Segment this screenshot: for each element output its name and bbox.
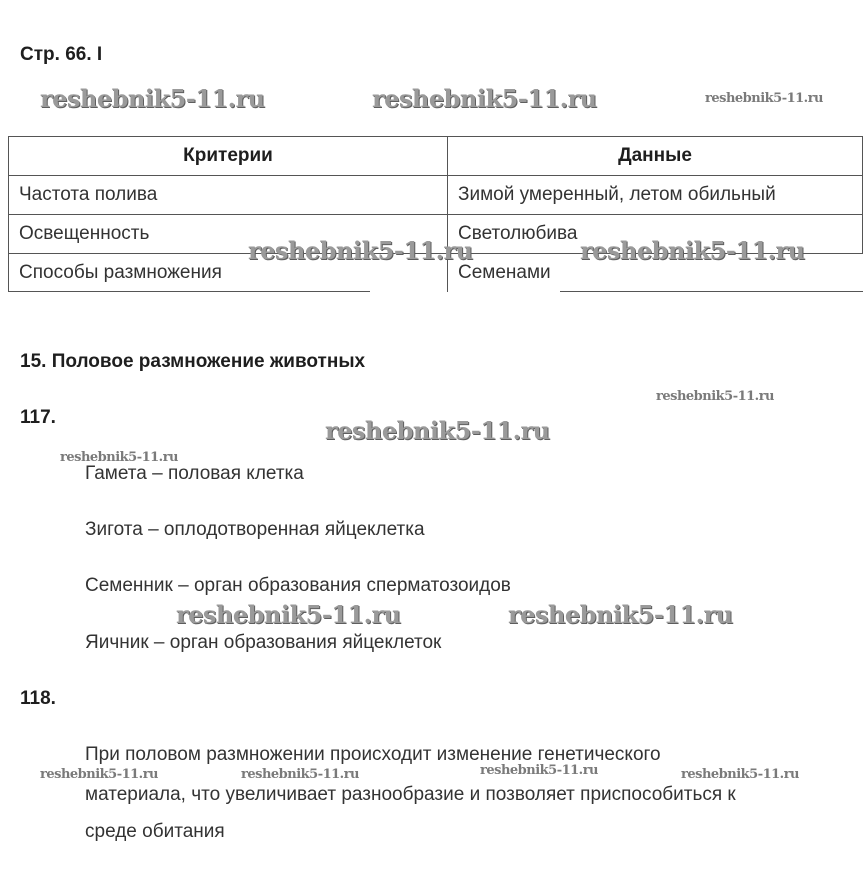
- table-cell: Способы размножения: [9, 254, 448, 293]
- watermark: reshebnik5-11.ru: [40, 84, 265, 113]
- table-bottom-border-right: [560, 291, 863, 292]
- watermark: reshebnik5-11.ru: [656, 389, 775, 404]
- answer-line: материала, что увеличивает разнообразие и позволяет приспособиться к: [85, 784, 736, 805]
- table-cell: Частота полива: [9, 176, 448, 215]
- watermark: reshebnik5-11.ru: [480, 763, 599, 778]
- watermark: reshebnik5-11.ru: [705, 91, 824, 106]
- watermark: reshebnik5-11.ru: [681, 767, 800, 782]
- task-118-number: 118.: [20, 688, 56, 709]
- table-header-data: Данные: [448, 137, 863, 176]
- definition-line: Семенник – орган образования сперматозоидов: [85, 575, 511, 596]
- table-cell: Семенами: [448, 254, 863, 293]
- table-header-row: [9, 137, 863, 176]
- answer-line: При половом размножении происходит изменение генетического: [85, 744, 661, 765]
- table-cell: Светолюбива: [448, 215, 863, 254]
- watermark: reshebnik5-11.ru: [508, 600, 733, 629]
- watermark: reshebnik5-11.ru: [241, 767, 360, 782]
- criteria-table: [8, 136, 863, 292]
- section-title: 15. Половое размножение животных: [20, 351, 366, 372]
- table-row: [9, 176, 863, 215]
- definition-line: Яичник – орган образования яйцеклеток: [85, 632, 442, 653]
- watermark: reshebnik5-11.ru: [372, 84, 597, 113]
- watermark: reshebnik5-11.ru: [248, 236, 473, 265]
- watermark: reshebnik5-11.ru: [60, 450, 179, 465]
- table-bottom-border-left: [8, 291, 370, 292]
- table-header-criteria: Критерии: [9, 137, 448, 176]
- answer-line: среде обитания: [85, 821, 225, 842]
- task-117-number: 117.: [20, 407, 56, 428]
- watermark: reshebnik5-11.ru: [580, 236, 805, 265]
- watermark: reshebnik5-11.ru: [325, 416, 550, 445]
- page-header: Стр. 66. I: [20, 44, 103, 65]
- table-cell: Зимой умеренный, летом обильный: [448, 176, 863, 215]
- table-cell: Освещенность: [9, 215, 448, 254]
- definition-line: Зигота – оплодотворенная яйцеклетка: [85, 519, 425, 540]
- definition-line: Гамета – половая клетка: [85, 463, 304, 484]
- watermark: reshebnik5-11.ru: [176, 600, 401, 629]
- watermark: reshebnik5-11.ru: [40, 767, 159, 782]
